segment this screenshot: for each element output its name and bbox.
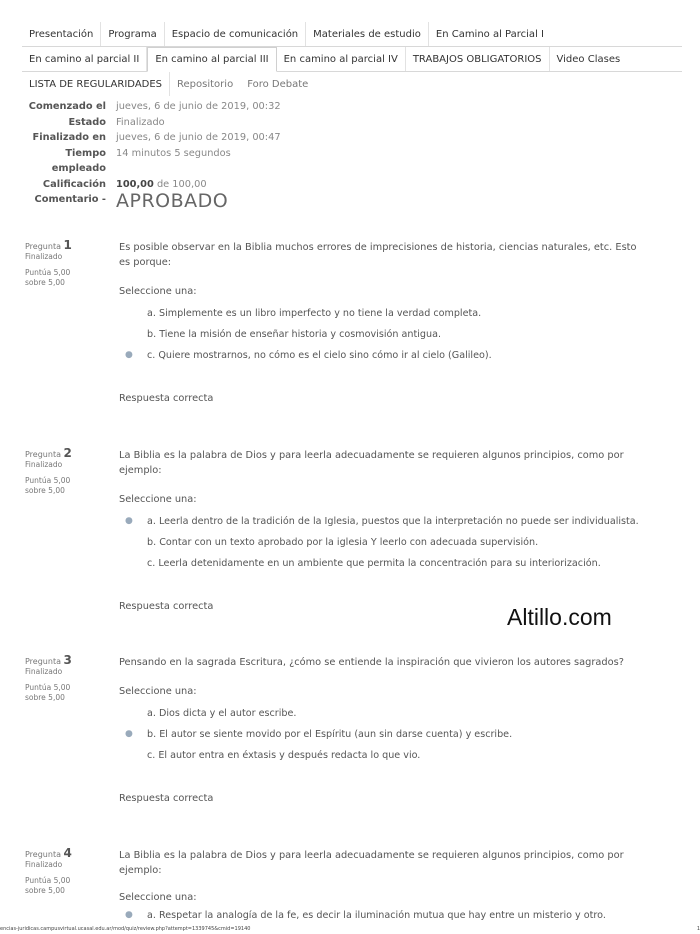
select-one-label: Seleccione una: xyxy=(119,686,197,697)
tab-foro-debate[interactable]: Foro Debate xyxy=(247,78,309,90)
feedback: Respuesta correcta xyxy=(119,393,214,404)
question-label: Pregunta xyxy=(25,657,61,666)
tab-camino-parcial-3[interactable]: En camino al parcial III xyxy=(147,47,276,72)
tab-row-2 xyxy=(22,47,682,72)
tab-video-clases[interactable]: Video Clases xyxy=(556,53,621,65)
footer-page-number: 1 xyxy=(696,926,700,932)
question-number: 4 xyxy=(63,846,72,860)
question-state: Finalizado xyxy=(25,860,63,869)
tab-espacio-comunicacion[interactable]: Espacio de comunicación xyxy=(165,22,306,46)
comment-label: Comentario - xyxy=(34,194,106,205)
tab-camino-parcial-2[interactable]: En camino al parcial II xyxy=(22,47,147,71)
question-info xyxy=(25,655,105,703)
tab-row-1 xyxy=(22,22,682,47)
tab-programa[interactable]: Programa xyxy=(101,22,164,46)
started-label: Comenzado el xyxy=(28,101,106,112)
time-label xyxy=(22,146,116,177)
question-score: Puntúa 5,00 xyxy=(25,876,71,885)
option-a-text: a. Respetar la analogía de la fe, es decir la iluminación mutua que hay entre un misterio y otro. xyxy=(147,910,606,921)
option-c-text: c. Leerla detenidamente en un ambiente que permita la concentración para su interiorización. xyxy=(147,558,601,569)
selected-bullet-icon: ● xyxy=(125,350,133,360)
select-one-label: Seleccione una: xyxy=(119,494,197,505)
option-a[interactable] xyxy=(119,511,649,532)
question-score: Puntúa 5,00 xyxy=(25,476,71,485)
state-value: Finalizado xyxy=(116,116,165,128)
question-label: Pregunta xyxy=(25,850,61,859)
tab-row-3 xyxy=(22,72,682,96)
option-a[interactable] xyxy=(119,303,649,324)
footer-url: encias-juridicas.campusvirtual.ucasal.edu.ar/mod/quiz/review.php?attempt=1339745&cmid=19140 xyxy=(0,926,251,932)
comment-value: APROBADO xyxy=(116,190,229,212)
question-label: Pregunta xyxy=(25,242,61,251)
tab-camino-parcial-4[interactable]: En camino al parcial IV xyxy=(277,47,406,71)
option-b-text: b. El autor se siente movido por el Espíritu (aun sin darse cuenta) y escribe. xyxy=(147,729,513,740)
time-label-1: Tiempo xyxy=(65,147,106,159)
selected-bullet-icon: ● xyxy=(125,729,133,739)
question-score: Puntúa 5,00 xyxy=(25,683,71,692)
question-state: Finalizado xyxy=(25,667,63,676)
option-c[interactable] xyxy=(119,345,649,366)
option-a-text: a. Leerla dentro de la tradición de la Iglesia, puestos que la interpretación no puede ser individualista. xyxy=(147,516,639,527)
question-max-score: sobre 5,00 xyxy=(25,886,65,895)
question-info xyxy=(25,848,105,896)
print-footer xyxy=(0,926,700,932)
question-info xyxy=(25,240,105,288)
option-b-text: b. Tiene la misión de enseñar historia y cosmovisión antigua. xyxy=(147,329,441,340)
watermark: Altillo.com xyxy=(507,604,612,630)
option-b[interactable] xyxy=(119,324,649,345)
option-c[interactable] xyxy=(119,553,649,574)
option-b[interactable] xyxy=(119,724,649,745)
feedback: Respuesta correcta xyxy=(119,793,214,804)
option-a-text: a. Simplemente es un libro imperfecto y no tiene la verdad completa. xyxy=(147,308,482,319)
option-c-text: c. Quiere mostrarnos, no cómo es el cielo sino cómo ir al cielo (Galileo). xyxy=(147,350,492,361)
selected-bullet-icon: ● xyxy=(125,910,133,920)
selected-bullet-icon: ● xyxy=(125,516,133,526)
grade-total: de 100,00 xyxy=(156,178,207,190)
select-one-label: Seleccione una: xyxy=(119,892,197,903)
tab-camino-parcial-1[interactable]: En Camino al Parcial I xyxy=(435,28,544,40)
question-max-score: sobre 5,00 xyxy=(25,486,65,495)
question-text: Pensando en la sagrada Escritura, ¿cómo se entiende la inspiración que vivieron los autores sagrados? xyxy=(119,657,624,668)
time-label-2: empleado xyxy=(51,163,106,174)
tab-trabajos-obligatorios[interactable]: TRABAJOS OBLIGATORIOS xyxy=(406,47,550,71)
state-label: Estado xyxy=(68,116,106,128)
question-text: La Biblia es la palabra de Dios y para leerla adecuadamente se requieren algunos principios, como por ejemplo: xyxy=(119,850,624,876)
question-state: Finalizado xyxy=(25,460,63,469)
option-a[interactable] xyxy=(119,703,649,724)
option-a-text: a. Dios dicta y el autor escribe. xyxy=(147,708,297,719)
question-max-score: sobre 5,00 xyxy=(25,693,65,702)
finished-value: jueves, 6 de junio de 2019, 00:47 xyxy=(116,132,281,143)
question-number: 2 xyxy=(63,446,72,460)
finished-label: Finalizado en xyxy=(32,132,106,143)
option-b-text: b. Contar con un texto aprobado por la iglesia Y leerlo con adecuada supervisión. xyxy=(147,537,539,548)
course-tabs xyxy=(22,22,682,96)
select-one-label: Seleccione una: xyxy=(119,286,197,297)
question-number: 1 xyxy=(63,238,72,252)
option-c[interactable] xyxy=(119,745,649,766)
option-b[interactable] xyxy=(119,532,649,553)
attempt-summary xyxy=(22,99,281,212)
feedback: Respuesta correcta xyxy=(119,601,214,612)
time-value: 14 minutos 5 segundos xyxy=(116,147,231,159)
option-a[interactable] xyxy=(119,905,649,926)
grade-score: 100,00 xyxy=(116,178,154,190)
option-c-text: c. El autor entra en éxtasis y después redacta lo que vio. xyxy=(147,750,421,761)
question-label: Pregunta xyxy=(25,450,61,459)
question-info xyxy=(25,448,105,496)
question-score: Puntúa 5,00 xyxy=(25,268,71,277)
tab-repositorio[interactable]: Repositorio xyxy=(177,78,234,90)
started-value: jueves, 6 de junio de 2019, 00:32 xyxy=(116,101,281,112)
question-max-score: sobre 5,00 xyxy=(25,278,65,287)
question-state: Finalizado xyxy=(25,252,63,261)
question-text: La Biblia es la palabra de Dios y para leerla adecuadamente se requieren algunos principios, como por ejemplo: xyxy=(119,450,624,476)
tab-materiales-estudio[interactable]: Materiales de estudio xyxy=(306,22,429,46)
tab-lista-regularidades[interactable]: LISTA DE REGULARIDADES xyxy=(22,72,170,96)
grade-label: Calificación xyxy=(42,178,106,190)
tab-presentacion[interactable]: Presentación xyxy=(22,22,101,46)
question-number: 3 xyxy=(63,653,72,667)
question-text: Es posible observar en la Biblia muchos errores de imprecisiones de historia, ciencias naturales, etc. Esto es porque: xyxy=(119,242,637,268)
